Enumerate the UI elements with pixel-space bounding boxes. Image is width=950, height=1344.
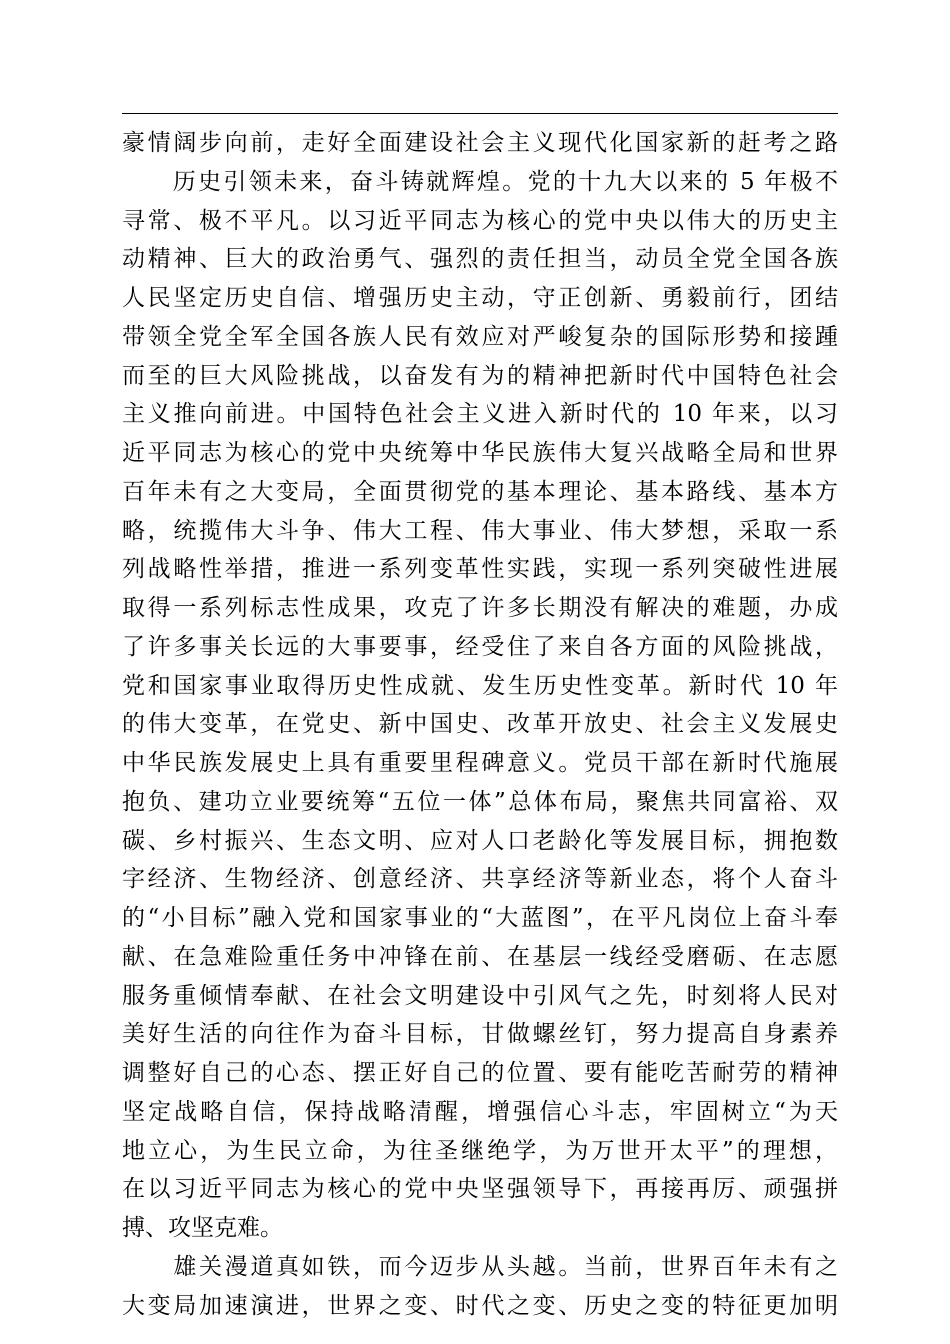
text-line: 大变局加速演进，世界之变、时代之变、历史之变的特征更加明 [122, 1292, 838, 1319]
text-line: 在以习近平同志为核心的党中央坚强领导下，再接再厉、顽强拼 [122, 1176, 838, 1203]
text-line: 献、在急难险重任务中冲锋在前、在基层一线经受磨砺、在志愿 [122, 943, 838, 970]
text-line: 历史引领未来，奋斗铸就辉煌。党的十九大以来的 5 年极不 [122, 168, 838, 195]
text-line: 略，统揽伟大斗争、伟大工程、伟大事业、伟大梦想，采取一系 [122, 517, 838, 544]
text-line: 的“小目标”融入党和国家事业的“大蓝图”，在平凡岗位上奋斗奉 [122, 905, 838, 931]
paragraph-history [122, 163, 838, 1248]
text-line: 中华民族发展史上具有重要里程碑意义。党员干部在新时代施展 [122, 750, 838, 776]
text-line: 碳、乡村振兴、生态文明、应对人口老龄化等发展目标，拥抱数 [122, 827, 838, 854]
paragraph-heading [122, 124, 838, 163]
paragraph-current-situation [122, 1248, 838, 1326]
text-line: 调整好自己的心态、摆正好自己的位置、要有能吃苦耐劳的精神 [122, 1060, 838, 1086]
text-line: 抱负、建功立业要统筹“五位一体”总体布局，聚焦共同富裕、双 [122, 788, 838, 815]
text-line: 寻常、极不平凡。以习近平同志为核心的党中央以伟大的历史主 [122, 207, 838, 234]
text-line: 而至的巨大风险挑战，以奋发有为的精神把新时代中国特色社会 [122, 362, 838, 389]
text-line: 了许多事关长远的大事要事，经受住了来自各方面的风险挑战， [122, 633, 838, 660]
text-line: 列战略性举措，推进一系列变革性实践，实现一系列突破性进展 [122, 556, 838, 583]
text-line: 搏、攻坚克难。 [122, 1215, 283, 1241]
text-line: 服务重倾情奉献、在社会文明建设中引风气之先，时刻将人民对 [122, 982, 838, 1009]
text-line: 取得一系列标志性成果，攻克了许多长期没有解决的难题，办成 [122, 595, 838, 621]
text-line: 带领全党全军全国各族人民有效应对严峻复杂的国际形势和接踵 [122, 323, 838, 350]
text-line: 地立心，为生民立命，为往圣继绝学，为万世开太平”的理想， [122, 1137, 838, 1164]
text-line: 百年未有之大变局，全面贯彻党的基本理论、基本路线、基本方 [122, 478, 838, 505]
text-line: 美好生活的向往作为奋斗目标，甘做螺丝钉，努力提高自身素养 [122, 1021, 838, 1048]
text-line: 动精神、巨大的政治勇气、强烈的责任担当，动员全党全国各族 [122, 246, 838, 273]
text-line: 豪情阔步向前，走好全面建设社会主义现代化国家新的赶考之路 [122, 130, 838, 156]
header-rule [122, 113, 838, 114]
document-body [122, 124, 838, 1325]
text-line: 近平同志为核心的党中央统筹中华民族伟大复兴战略全局和世界 [122, 440, 838, 466]
text-line: 主义推向前进。中国特色社会主义进入新时代的 10 年来，以习 [122, 401, 838, 428]
text-line: 人民坚定历史自信、增强历史主动，守正创新、勇毅前行，团结 [122, 285, 838, 311]
text-line: 字经济、生物经济、创意经济、共享经济等新业态，将个人奋斗 [122, 866, 838, 893]
text-line: 的伟大变革，在党史、新中国史、改革开放史、社会主义发展史 [122, 711, 838, 738]
text-line: 坚定战略自信，保持战略清醒，增强信心斗志，牢固树立“为天 [122, 1098, 838, 1125]
text-line: 党和国家事业取得历史性成就、发生历史性变革。新时代 10 年 [122, 672, 838, 699]
text-line: 雄关漫道真如铁，而今迈步从头越。当前，世界百年未有之 [122, 1253, 838, 1280]
